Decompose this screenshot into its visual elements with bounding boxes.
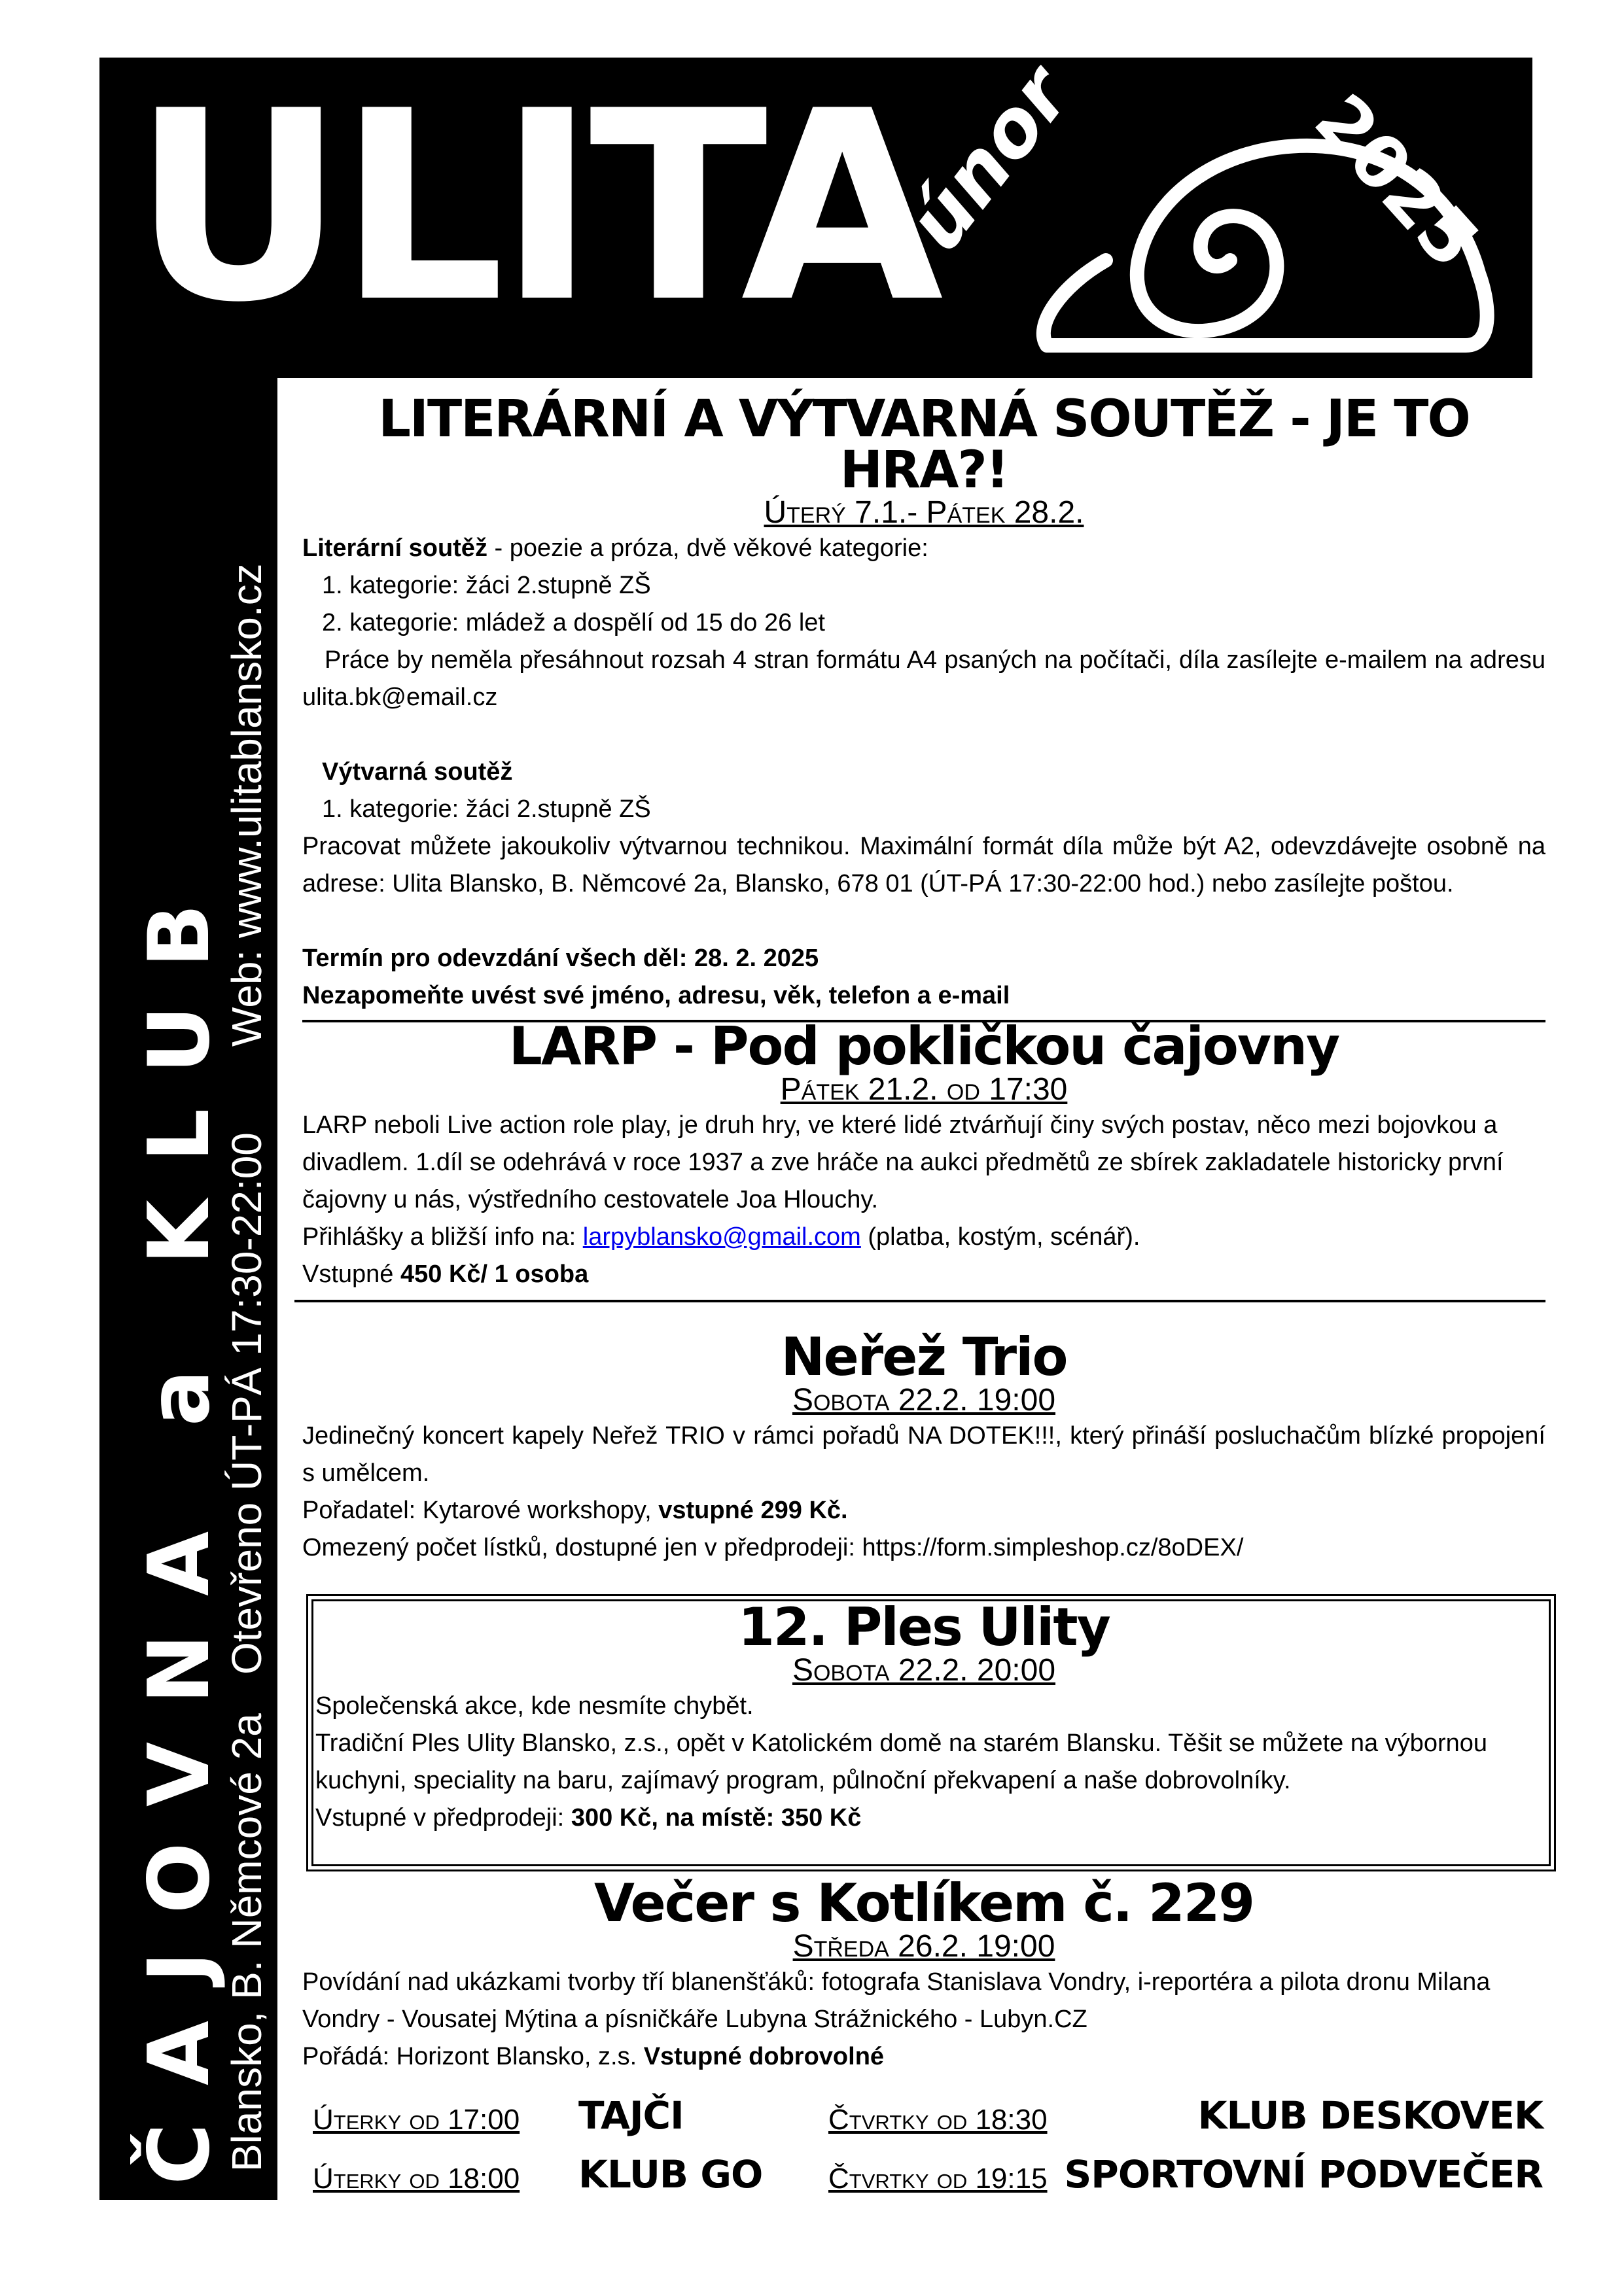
kotlik-price: Vstupné dobrovolné (643, 2043, 885, 2070)
art-category-1: 1. kategorie: žáci 2.stupně ZŠ (322, 795, 651, 823)
sidebar-opening-hours: Otevřeno ÚT-PÁ 17:30-22:00 (223, 1132, 270, 1675)
brand-title: ULITA (132, 56, 937, 360)
ples-description: Tradiční Ples Ulity Blansko, z.s., opět v Katolickém domě na starém Blansku. Těšit se můžete na výbornou kuchyni, speciality na baru, zajímavý program, půlnoční překvapení a naše dobrovolníky. (315, 1730, 1488, 1794)
regular-when: Úterky od 17:00 (313, 2104, 520, 2136)
larp-section (302, 1016, 1545, 1302)
regular-when: Čtvrtky od 19:15 (828, 2163, 1048, 2195)
larp-price-value: 450 Kč/ 1 osoba (400, 1261, 589, 1288)
literary-category-1: 1. kategorie: žáci 2.stupně ZŠ (322, 572, 651, 599)
larp-signup-suffix: (platba, kostým, scénář). (860, 1223, 1140, 1251)
sidebar-cafe-title: ČAJOVNA a KLUB (131, 865, 228, 2185)
larp-price-label: Vstupné (302, 1261, 400, 1288)
ples-section (302, 1597, 1545, 1837)
ples-price-value: 300 Kč, na místě: 350 Kč (571, 1804, 862, 1832)
ples-price (315, 1800, 1532, 1837)
year-label: 2025 (1298, 78, 1495, 284)
regular-events (313, 2093, 1543, 2198)
regular-row (313, 2093, 1543, 2146)
regular-row (313, 2152, 1543, 2204)
regular-event: KLUB GO (578, 2152, 763, 2197)
nerez-date: Sobota 22.2. 19:00 (792, 1383, 1056, 1418)
larp-title: LARP - Pod pokličkou čajovny (508, 1016, 1339, 1077)
nerez-title: Neřež Trio (781, 1327, 1067, 1387)
ples-intro: Společenská akce, kde nesmíte chybět. (315, 1692, 754, 1720)
art-heading: Výtvarná soutěž (322, 758, 513, 786)
competition-deadline: Termín pro odevzdání všech děl: 28. 2. 2025 (302, 945, 819, 972)
regular-event: KLUB DESKOVEK (1197, 2093, 1543, 2138)
sidebar-website: Web: www.ulitablansko.cz (223, 563, 270, 1047)
nerez-tickets: Omezený počet lístků, dostupné jen v předprodeji: https://form.simpleshop.cz/8oDEX/ (302, 1534, 1244, 1561)
kotlik-section (302, 1873, 1545, 2076)
regular-when: Čtvrtky od 18:30 (828, 2104, 1048, 2136)
larp-description: LARP neboli Live action role play, je druh hry, ve které lidé ztvárňují činy svých postav, něco mezi bojovkou a divadlem. 1.díl se odehrává v roce 1937 a zve hráče na aukci předmětů ze sbírek zakladatele historicky první čajovny u nás, výstředního cestovatele Joa Hlouchy. (302, 1111, 1504, 1213)
ples-date: Sobota 22.2. 20:00 (792, 1653, 1056, 1688)
kotlik-description: Povídání nad ukázkami tvorby tří blanenšťáků: fotografa Stanislava Vondry, i-reportéra a pilota dronu Milana Vondry - Vousatej Mýtina a písničkáře Lubyna Strážnického - Lubyn.CZ (302, 1968, 1491, 2033)
kotlik-title: Večer s Kotlíkem č. 229 (593, 1873, 1254, 1934)
literary-intro-text: - poezie a próza, dvě věkové kategorie: (487, 534, 928, 562)
month-label: únor (890, 50, 1088, 268)
competition-reminder: Nezapomeňte uvést své jméno, adresu, věk, telefon a e-mail (302, 982, 1010, 1009)
sidebar-address: Blansko, B. Němcové 2a (223, 1713, 270, 2172)
literary-rules: Práce by neměla přesáhnout rozsah 4 stran formátu A4 psaných na počítači, díla zasílejte e-mailem na adresu ulita.bk@email.cz (302, 646, 1545, 711)
kotlik-organizer (302, 2038, 1545, 2076)
regular-when: Úterky od 18:00 (313, 2163, 520, 2195)
nerez-description: Jedinečný koncert kapely Neřež TRIO v rámci pořadů NA DOTEK!!!, který přináší posluchačům blízké propojení s umělcem. (302, 1422, 1545, 1487)
nerez-section (302, 1327, 1545, 1567)
ples-title: 12. Ples Ulity (738, 1597, 1110, 1658)
competition-section (302, 390, 1545, 1022)
larp-date: Pátek 21.2. od 17:30 (780, 1072, 1068, 1107)
larp-signup (302, 1219, 1545, 1256)
regular-event: SPORTOVNÍ PODVEČER (1064, 2152, 1543, 2197)
kotlik-date: Středa 26.2. 19:00 (792, 1929, 1055, 1964)
snail-shell-icon (1008, 64, 1505, 365)
larp-price (302, 1256, 1545, 1293)
regular-event: TAJČI (578, 2093, 684, 2138)
ples-price-label: Vstupné v předprodeji: (315, 1804, 571, 1832)
competition-title: LITERÁRNÍ A VÝTVARNÁ SOUTĚŽ - JE TO HRA?! (378, 390, 1470, 500)
larp-email-link[interactable]: larpyblansko@gmail.com (582, 1223, 861, 1251)
art-rules: Pracovat můžete jakoukoliv výtvarnou technikou. Maximální formát díla může být A2, odevzdávejte osobně na adrese: Ulita Blansko, B. Němcové 2a, Blansko, 678 01 (ÚT-PÁ 17:30-22:00 hod.) nebo zasílejte poštou. (302, 833, 1545, 897)
literary-intro (302, 530, 1545, 567)
literary-category-2: 2. kategorie: mládež a dospělí od 15 do 26 let (322, 609, 825, 636)
literary-heading: Literární soutěž (302, 534, 487, 562)
larp-signup-label: Přihlášky a bližší info na: (302, 1223, 583, 1251)
competition-date: Úterý 7.1.- Pátek 28.2. (764, 495, 1084, 530)
nerez-price: vstupné 299 Kč. (658, 1497, 848, 1524)
kotlik-organizer-label: Pořádá: Horizont Blansko, z.s. (302, 2043, 644, 2070)
divider (294, 1300, 1545, 1302)
nerez-organizer (302, 1492, 1545, 1529)
nerez-organizer-label: Pořadatel: Kytarové workshopy, (302, 1497, 659, 1524)
